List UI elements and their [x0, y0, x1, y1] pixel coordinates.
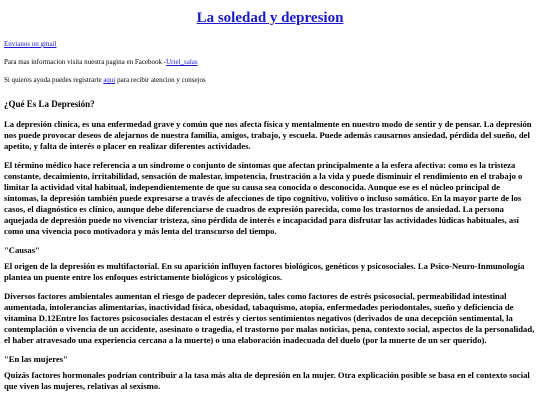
paragraph-1: La depresión clínica, es una enfermedad grave y común que nos afecta física y mentalmente en nuestro modo de sentir y de pensar. La depresión nos puede provocar deseos de alejarnos de nuestra familia, amigos, trabajo, y escuela. Puede además causarnos ansiedad, pérdida del sueño, del apetito, y falta de interés o placer en realizar diferentes actividades.: [4, 119, 532, 151]
advice-line: [4, 75, 536, 85]
causas-paragraph-1: El origen de la depresión es multifactorial. En su aparición influyen factores biológicos, genéticos y psicosociales. La Psico-Neuro-Inmunología plantea un puente entre los enfoques estrictamente biológicos y psicológicos.: [4, 261, 525, 282]
gmail-link[interactable]: Envianos un gmail: [4, 40, 57, 48]
main-heading: ¿Qué Es La Depresión?: [4, 99, 95, 109]
gmail-line: [4, 39, 536, 49]
causas-paragraph-2: Diversos factores ambientales aumentan el riesgo de padecer depresión, tales como factores de estrés psicosocial, permeabilidad intestinal aumentada, intolerancias alimentarias, inactividad física, obesidad, tabaquismo, atopia, enfermedades periodontales, sueño y deficiencia de vitamina D.12Entre los factores psicosociales destacan el estrés y ciertos sentimientos negativos (derivados de una decepción sentimental, la contemplación o vivencia de un accidente, asesinato o tragedia, el trastorno por malas noticias, pena, contexto social, aspectos de la personalidad, el haber atravesado una experiencia cercana a la muerte) o una elaboración inadecuada del duelo (por la muerte de un ser querido).: [4, 291, 535, 345]
mujeres-heading: "En las mujeres": [4, 354, 68, 364]
mujeres-paragraph: Quizás factores hormonales podrían contribuir a la tasa más alta de depresión en la mujer. Otra explicación posible se basa en el contexto social que viven las mujeres, relativas al sexismo.: [4, 370, 530, 391]
page-title[interactable]: La soledad y depresion: [196, 10, 344, 26]
causas-heading: "Causas": [4, 245, 40, 255]
advice-text-pre: Si quieres ayuda puedes registrarte: [4, 76, 104, 84]
facebook-text: Para mas informacion visita nuestra pagina en Facebook -: [4, 58, 167, 66]
advice-link[interactable]: aqui: [103, 76, 116, 84]
paragraph-2: El término médico hace referencia a un síndrome o conjunto de síntomas que afectan principalmente a la esfera afectiva: como es la tristeza constante, decaimiento, irritabilidad, sensación de malestar, impotencia, frustración a la vida y puede disminuir el rendimiento en el trabajo o limitar la actividad vital habitual, independientemente de que su causa sea conocida o desconocida. Aunque ese es el núcleo principal de síntomas, la depresión también puede expresarse a través de afecciones de tipo cognitivo, volitivo o incluso somático. En la mayor parte de los casos, el diagnóstico es clínico, aunque debe diferenciarse de cuadros de expresión parecida, como los trastornos de ansiedad. La persona aquejada de depresión puede no vivenciar tristeza, sino pérdida de interés e incapacidad para disfrutar las actividades lúdicas habituales, así como una vivencia poco motivadora y más lenta del transcurso del tiempo.: [4, 160, 523, 236]
facebook-line: [4, 57, 536, 67]
advice-text-post: para recibir atencion y consejos: [115, 76, 206, 84]
facebook-link[interactable]: Uriel_salas: [166, 58, 198, 66]
